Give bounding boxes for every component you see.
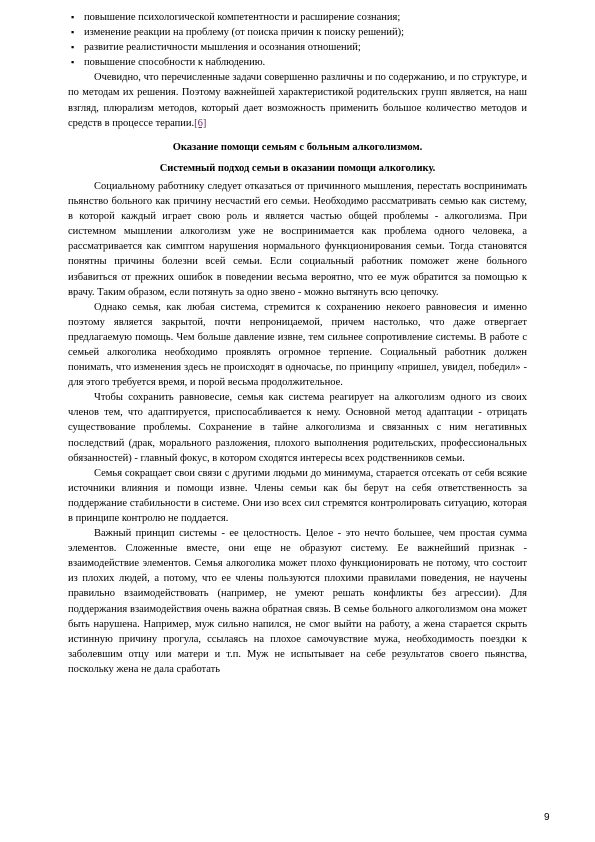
intro-paragraph-text: Очевидно, что перечисленные задачи совершенно различны и по содержанию, и по структуре, и по методам их решения. Поэтому важнейшей характеристикой родительских групп является, на наш взгляд, плюрализм методов, который дает возможность применить большое количество методов и средств в процессе терапии.	[68, 72, 527, 129]
bullet-list	[68, 10, 527, 70]
body-paragraph: Семья сокращает свои связи с другими людьми до минимума, старается отсекать от себя всякие источники влияния и помощи извне. Члены семьи как бы берут на себя ответственность за поддержание стабильности в системе. Они изо всех сил стремятся контролировать ситуацию, которая в принципе контролю не поддается.	[68, 467, 527, 524]
body-paragraph: Важный принцип системы - ее целостность. Целое - это нечто большее, чем простая сумма элементов. Сложенные вместе, они еще не образуют систему. Ее важнейший признак - взаимодействие элементов. Семья алкоголика может плохо функционировать не потому, что состоит из плохих людей, а потому, что ее члены пользуются плохими правилами поведения, не научены правильно взаимодействовать (например, не умеют решать конфликты без агрессии). Для поддержания взаимодействия очень важна обратная связь. В семье больного алкоголизмом она может быть нарушена. Например, муж сильно напился, не смог выйти на работу, а жена старается скрыть истинную причину прогула, ссылаясь на плохое самочувствие мужа, необходимость поездки к заболевшим отцу или матери и т.п. Муж не испытывает на себе результатов своего пьянства, поскольку жена не дала сработать	[68, 528, 527, 675]
subsection-heading: Системный подход семьи в оказании помощи алкоголику.	[159, 162, 436, 174]
page-number: 9	[544, 812, 550, 823]
body-paragraph: Чтобы сохранить равновесие, семья как система реагирует на алкоголизм одного из своих членов тем, что адаптируется, приспосабливается к нему. Основной метод адаптации - отрицать существование проблемы. Сохранение в тайне алкоголизма и связанных с ним негативных последствий (драк, морального разложения, плохого выполнения родительских, профессиональных обязанностей) - главный фокус, в котором сходятся интересы всех родственников семьи.	[68, 392, 527, 464]
page-content	[68, 10, 527, 677]
bullet-item: ▪ развитие реалистичности мышления и осознания отношений;	[68, 40, 527, 55]
bullet-item: ▪ повышение способности к наблюдению.	[68, 55, 527, 70]
section-heading: Оказание помощи семьям с больным алкоголизмом.	[172, 141, 423, 153]
reference-link[interactable]: [6]	[194, 117, 207, 129]
bullet-item: ▪ повышение психологической компетентности и расширение сознания;	[68, 10, 527, 25]
intro-paragraph	[68, 70, 527, 130]
body-paragraph: Однако семья, как любая система, стремится к сохранению некоего равновесия и именно поэтому является закрытой, почти непроницаемой, причем настолько, что даже отвергает предлагаемую помощь. Чем больше давление извне, тем сильнее сопротивление системы. В работе с семьей алкоголика необходимо проявлять огромное терпение. Социальный работник должен понимать, что изменения здесь не происходят в одночасье, по принципу «пришел, увидел, победил» - для этого требуется время, и порой весьма продолжительное.	[68, 301, 527, 389]
body-paragraph: Социальному работнику следует отказаться от причинного мышления, перестать воспринимать пьянство больного как причину несчастий его семьи. Необходимо рассматривать семью как систему, в которой каждый играет свою роль и является частью общей проблемы - алкоголизма. При системном мышлении алкоголизм уже не воспринимается как проблема одного человека, а рассматривается как симптом нарушения нормального функционирования семьи. Тогда становятся понятны причины болезни всей семьи. Если социальный работник поможет жене больного избавиться от прежних ошибок в поведении весьма вероятно, что ее муж обратится за помощью к врачу. Таким образом, если потянуть за одно звено - можно вытянуть всю цепочку.	[68, 180, 527, 298]
bullet-item: ▪ изменение реакции на проблему (от поиска причин к поиску решений);	[68, 25, 527, 40]
